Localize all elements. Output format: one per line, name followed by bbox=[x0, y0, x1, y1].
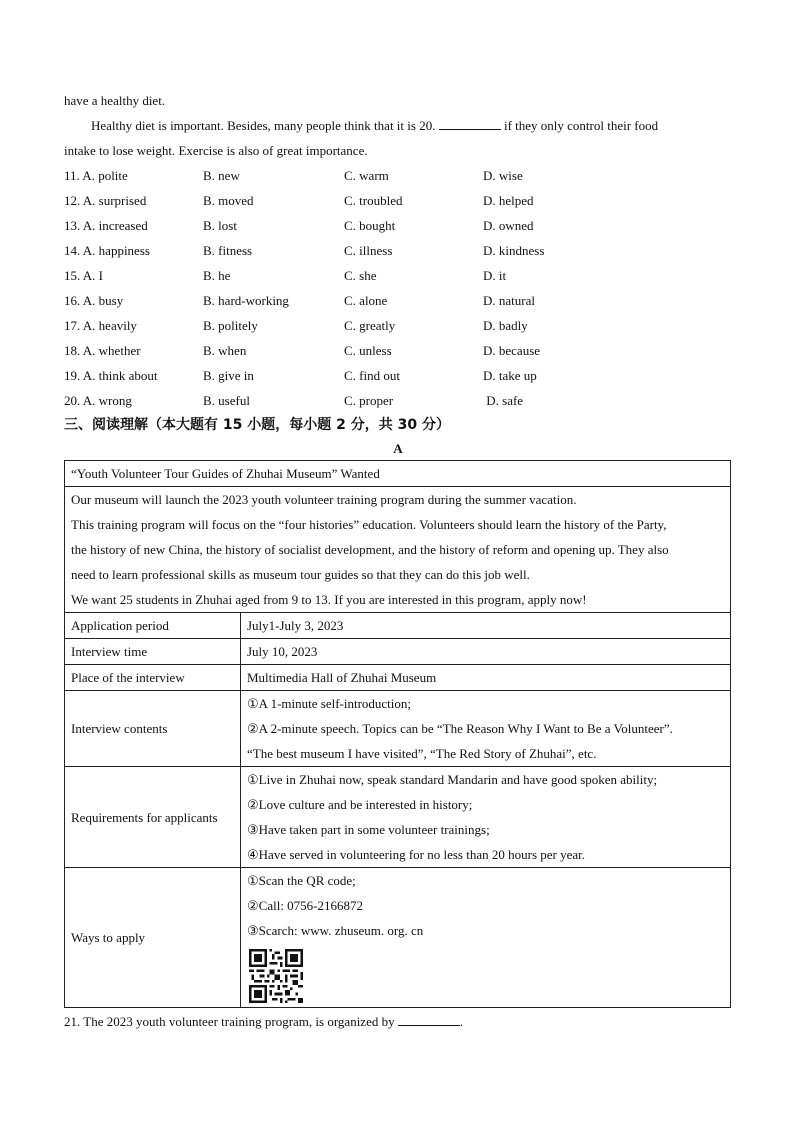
option-a: 14. A. happiness bbox=[64, 243, 150, 258]
ad-body-line: the history of new China, the history of socialist development, and the history of reform and opening up. They also bbox=[71, 542, 669, 557]
option-a: 15. A. I bbox=[64, 268, 103, 283]
row-value bbox=[241, 691, 731, 767]
option-d: D. badly bbox=[483, 318, 528, 333]
option-a: 17. A. heavily bbox=[64, 318, 137, 333]
option-d: D. natural bbox=[483, 293, 535, 308]
interview-place-label: Place of the interview bbox=[71, 670, 185, 685]
option-a: 16. A. busy bbox=[64, 293, 124, 308]
interview-place-row bbox=[65, 665, 731, 691]
application-period-row bbox=[65, 613, 731, 639]
requirement-item: ①Live in Zhuhai now, speak standard Mandarin and have good spoken ability; bbox=[247, 772, 658, 787]
ad-headline-row bbox=[65, 461, 731, 487]
option-row bbox=[64, 363, 732, 388]
option-d: D. wise bbox=[483, 168, 523, 183]
option-c: C. illness bbox=[344, 243, 393, 258]
paragraph-text: if they only control their food bbox=[503, 118, 659, 133]
option-row bbox=[64, 338, 732, 363]
application-period-label: Application period bbox=[71, 618, 169, 633]
option-d: D. helped bbox=[483, 193, 534, 208]
row-value bbox=[241, 665, 731, 691]
option-b: B. fitness bbox=[203, 243, 253, 258]
ad-body-line: We want 25 students in Zhuhai aged from 9 to 13. If you are interested in this program, apply now! bbox=[71, 592, 587, 607]
option-row bbox=[64, 263, 732, 288]
interview-contents-label: Interview contents bbox=[71, 721, 168, 736]
option-row bbox=[64, 238, 732, 263]
row-value bbox=[241, 767, 731, 868]
option-row bbox=[64, 313, 732, 338]
interview-content-item: ①A 1-minute self-introduction; bbox=[247, 696, 412, 711]
option-d: D. owned bbox=[483, 218, 534, 233]
question-text: 21. The 2023 youth volunteer training program, is organized by bbox=[64, 1014, 395, 1029]
option-row bbox=[64, 388, 732, 413]
ad-body-line: need to learn professional skills as museum tour guides so that they can do this job well. bbox=[71, 567, 530, 582]
option-d: D. kindness bbox=[483, 243, 545, 258]
option-c: C. proper bbox=[344, 393, 394, 408]
ways-to-apply-row bbox=[65, 868, 731, 1008]
requirement-item: ②Love culture and be interested in history; bbox=[247, 797, 473, 812]
intro-paragraph-2 bbox=[64, 113, 732, 138]
interview-contents-row bbox=[65, 691, 731, 767]
option-row bbox=[64, 163, 732, 188]
option-a: 12. A. surprised bbox=[64, 193, 147, 208]
option-c: C. warm bbox=[344, 168, 389, 183]
row-label bbox=[65, 767, 241, 868]
option-b: B. when bbox=[203, 343, 247, 358]
way-item: ③Scarch: www. zhuseum. org. cn bbox=[247, 923, 424, 938]
option-b: B. new bbox=[203, 168, 240, 183]
interview-place-value: Multimedia Hall of Zhuhai Museum bbox=[247, 670, 437, 685]
intro-line-1: have a healthy diet. bbox=[64, 93, 166, 108]
row-label bbox=[65, 868, 241, 1008]
option-a: 11. A. polite bbox=[64, 168, 128, 183]
interview-content-item: ②A 2-minute speech. Topics can be “The Reason Why I Want to Be a Volunteer”. bbox=[247, 721, 673, 736]
option-b: B. hard-working bbox=[203, 293, 289, 308]
option-b: B. he bbox=[203, 268, 231, 283]
blank-20 bbox=[439, 116, 501, 130]
passage-letter: A bbox=[393, 441, 403, 456]
option-c: C. she bbox=[344, 268, 377, 283]
option-row bbox=[64, 288, 732, 313]
option-d: D. because bbox=[483, 343, 541, 358]
option-c: C. find out bbox=[344, 368, 400, 383]
requirement-item: ④Have served in volunteering for no less than 20 hours per year. bbox=[247, 847, 586, 862]
row-label bbox=[65, 639, 241, 665]
row-value bbox=[241, 868, 731, 1008]
option-a: 19. A. think about bbox=[64, 368, 158, 383]
row-value bbox=[241, 639, 731, 665]
paragraph-text: Healthy diet is important. Besides, many people think that it is 20. bbox=[91, 118, 436, 133]
option-b: B. give in bbox=[203, 368, 254, 383]
requirements-row bbox=[65, 767, 731, 868]
option-c: C. bought bbox=[344, 218, 396, 233]
answer-blank[interactable] bbox=[398, 1012, 460, 1026]
row-value bbox=[241, 613, 731, 639]
interview-time-value: July 10, 2023 bbox=[247, 644, 318, 659]
ad-body-line: This training program will focus on the “four histories” education. Volunteers should learn the history of the Party, bbox=[71, 517, 667, 532]
option-a: 18. A. whether bbox=[64, 343, 141, 358]
interview-time-row bbox=[65, 639, 731, 665]
option-d: D. it bbox=[483, 268, 507, 283]
question-21 bbox=[64, 1008, 732, 1036]
option-c: C. alone bbox=[344, 293, 388, 308]
option-row bbox=[64, 188, 732, 213]
option-d: D. take up bbox=[483, 368, 537, 383]
option-b: B. lost bbox=[203, 218, 237, 233]
option-b: B. useful bbox=[203, 393, 250, 408]
way-item: ①Scan the QR code; bbox=[247, 873, 356, 888]
option-row bbox=[64, 213, 732, 238]
ad-body-cell bbox=[65, 487, 731, 613]
option-a: 13. A. increased bbox=[64, 218, 148, 233]
option-b: B. moved bbox=[203, 193, 254, 208]
option-c: C. unless bbox=[344, 343, 392, 358]
ways-to-apply-label: Ways to apply bbox=[71, 930, 146, 945]
requirement-item: ③Have taken part in some volunteer trainings; bbox=[247, 822, 490, 837]
row-label bbox=[65, 665, 241, 691]
options-list bbox=[64, 163, 732, 413]
exam-page bbox=[64, 88, 732, 1036]
intro-paragraph-2-line-2: intake to lose weight. Exercise is also of great importance. bbox=[64, 143, 368, 158]
option-a: 20. A. wrong bbox=[64, 393, 132, 408]
ad-body-row bbox=[65, 487, 731, 613]
requirements-label: Requirements for applicants bbox=[71, 809, 218, 825]
section-title: 三、阅读理解（本大题有 15 小题，每小题 2 分，共 30 分） bbox=[64, 417, 450, 433]
row-label bbox=[65, 691, 241, 767]
ad-body-line: Our museum will launch the 2023 youth volunteer training program during the summer vacation. bbox=[71, 492, 577, 507]
way-item: ②Call: 0756-2166872 bbox=[247, 898, 364, 913]
interview-time-label: Interview time bbox=[71, 644, 148, 659]
option-c: C. troubled bbox=[344, 193, 403, 208]
ad-headline-cell bbox=[65, 461, 731, 487]
ad-headline: “Youth Volunteer Tour Guides of Zhuhai Museum” Wanted bbox=[71, 466, 380, 481]
option-c: C. greatly bbox=[344, 318, 396, 333]
row-label bbox=[65, 613, 241, 639]
application-period-value: July1-July 3, 2023 bbox=[247, 618, 344, 633]
option-b: B. politely bbox=[203, 318, 258, 333]
advertisement-table bbox=[64, 460, 731, 1008]
option-d: D. safe bbox=[483, 393, 524, 408]
interview-content-item: “The best museum I have visited”, “The Red Story of Zhuhai”, etc. bbox=[247, 746, 597, 761]
question-end: . bbox=[459, 1014, 464, 1029]
qr-code-icon[interactable] bbox=[249, 949, 303, 1003]
